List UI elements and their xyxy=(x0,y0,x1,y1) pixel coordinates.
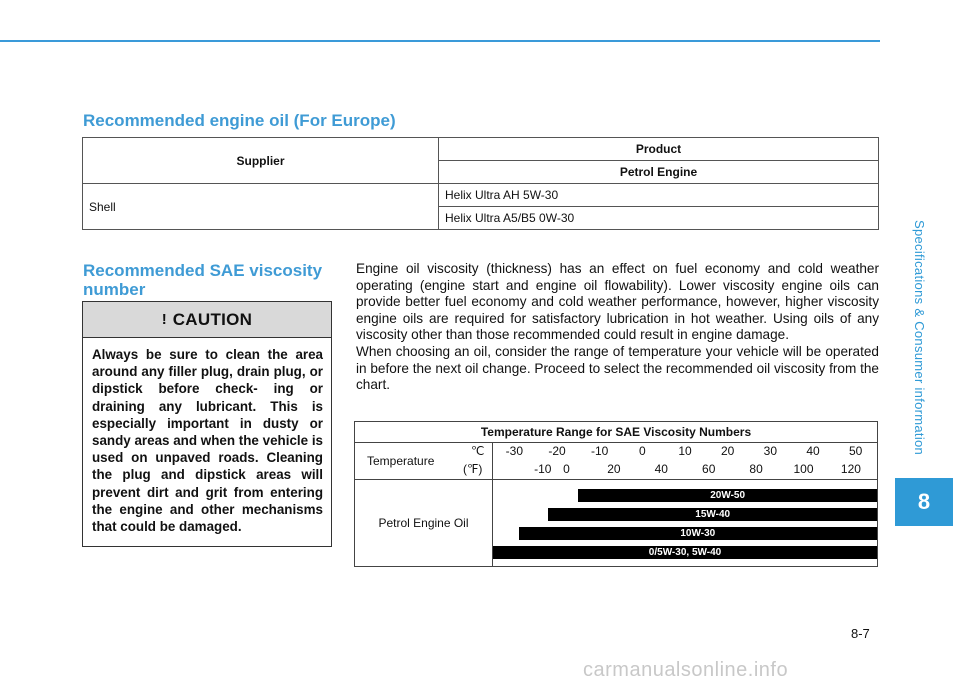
celsius-tick: 50 xyxy=(848,444,863,458)
grade-bar: 10W-30 xyxy=(519,527,877,540)
section-title-sae-line1: Recommended SAE viscosity xyxy=(83,261,323,280)
fahrenheit-tick: 60 xyxy=(702,462,716,476)
temperature-row-label: Temperature xyxy=(355,443,492,480)
watermark: carmanualsonline.info xyxy=(583,659,789,681)
section-title-sae xyxy=(83,261,322,299)
celsius-tick: 40 xyxy=(806,444,820,458)
grade-bar: 20W-50 xyxy=(578,489,877,502)
fahrenheit-tick: 80 xyxy=(749,462,763,476)
product-cell: Helix Ultra A5/B5 0W-30 xyxy=(439,207,879,230)
celsius-tick: -10 xyxy=(590,444,609,458)
celsius-scale xyxy=(493,444,877,462)
header-product: Product xyxy=(439,138,879,161)
fahrenheit-tick: 40 xyxy=(654,462,668,476)
body-paragraph: When choosing an oil, consider the range of temperature your vehicle will be operated in before the next oil change. Proceed to select the recommended oil viscosity from the chart. xyxy=(356,343,879,393)
fahrenheit-scale xyxy=(493,462,877,480)
chapter-side-title: Specifications & Consumer information xyxy=(912,220,927,456)
fahrenheit-unit: (℉) xyxy=(463,462,483,476)
product-cell: Helix Ultra AH 5W-30 xyxy=(439,184,879,207)
body-paragraph: Engine oil viscosity (thickness) has an effect on fuel economy and cold weather operating (engine start and engine oil flowability). Lower viscosity engine oils can provide better fuel economy and cold weather performance, however, higher viscosity engine oils are required for satisfactory lubrication in hot weather. Using oils of any viscosity other than those recommended could result in engine damage. xyxy=(356,261,879,343)
top-rule xyxy=(0,40,880,42)
engine-oil-table xyxy=(82,137,879,230)
header-petrol-engine: Petrol Engine xyxy=(439,161,879,184)
celsius-tick: 0 xyxy=(638,444,646,458)
fahrenheit-tick: 120 xyxy=(840,462,861,476)
caution-box xyxy=(82,301,332,547)
chart-title: Temperature Range for SAE Viscosity Numbers xyxy=(355,422,877,443)
celsius-unit: ℃ xyxy=(471,444,485,458)
celsius-tick: 10 xyxy=(678,444,692,458)
caution-header xyxy=(83,302,331,338)
celsius-tick: 30 xyxy=(763,444,778,458)
caution-text: Always be sure to clean the area around any filler plug, drain plug, or dipstick before check- ing or draining any lubricant. This is especially important in dusty or sandy areas and when the vehicle is used on unpaved roads. Cleaning the plug and dipstick areas will prevent dirt and grit from entering the engine and other mechanisms that could be damaged. xyxy=(92,347,323,535)
fahrenheit-tick: 100 xyxy=(793,462,814,476)
viscosity-body-text xyxy=(356,261,879,394)
header-supplier: Supplier xyxy=(83,138,439,184)
supplier-cell: Shell xyxy=(83,184,439,230)
celsius-tick: 20 xyxy=(720,444,735,458)
fahrenheit-tick: -10 xyxy=(534,462,552,476)
caution-label: CAUTION xyxy=(172,309,253,329)
celsius-tick: -30 xyxy=(505,444,523,458)
chart-divider xyxy=(493,479,877,480)
warning-icon: ! xyxy=(161,311,167,328)
oil-row-label: Petrol Engine Oil xyxy=(378,516,469,530)
fahrenheit-tick: 0 xyxy=(563,462,570,476)
grade-bar: 0/5W-30, 5W-40 xyxy=(493,546,877,559)
celsius-tick: -20 xyxy=(548,444,566,458)
fahrenheit-tick: 20 xyxy=(607,462,621,476)
grade-bar: 15W-40 xyxy=(548,508,877,521)
section-title-sae-line2: number xyxy=(83,280,146,299)
chapter-tab[interactable]: 8 xyxy=(895,478,953,526)
viscosity-chart xyxy=(354,421,878,567)
section-title-engine-oil: Recommended engine oil (For Europe) xyxy=(83,111,396,130)
page-number: 8-7 xyxy=(851,626,870,641)
